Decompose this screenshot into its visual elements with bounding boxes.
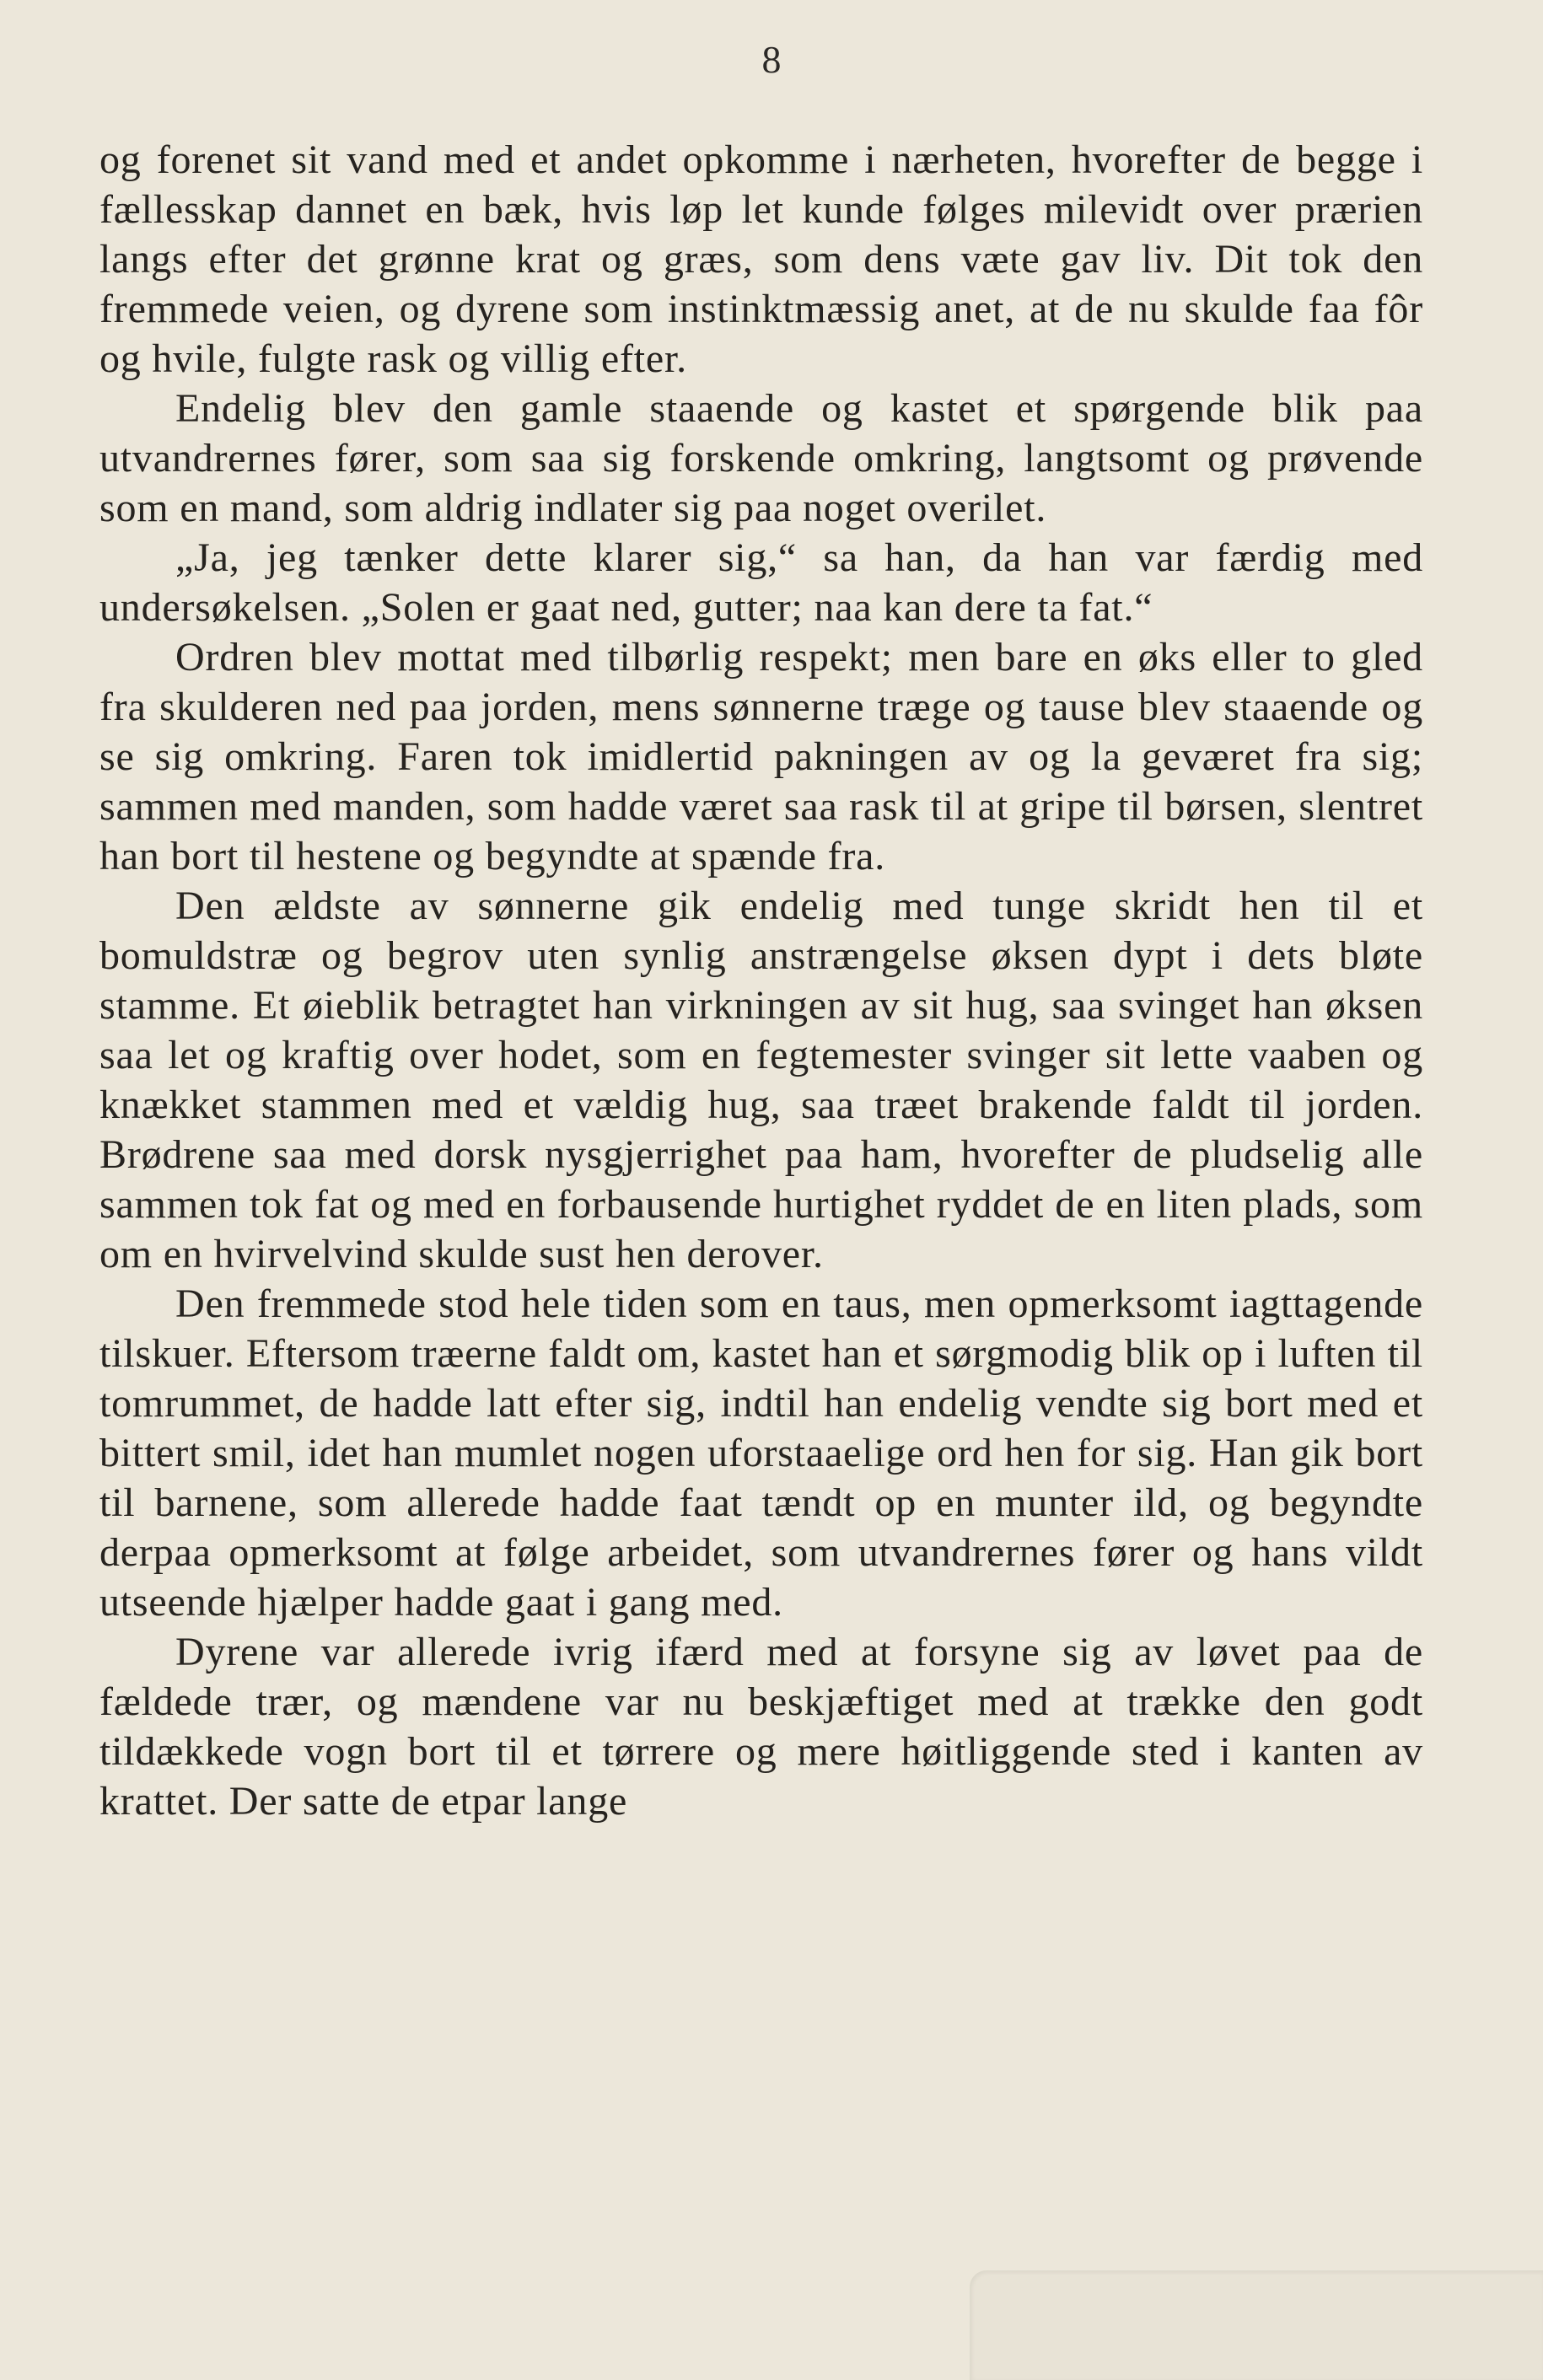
paragraph-1: og forenet sit vand med et andet opkomme i nærheten, hvorefter de begge i fællesskap dannet en bæk, hvis løp let kunde følges milevidt over prærien langs efter det grønne krat og græs, som dens væte gav liv. Dit tok den fremmede veien, og dyrene som instinktmæssig anet, at de nu skulde faa fôr og hvile, fulgte rask og villig efter. [99, 137, 1423, 381]
paragraph-7: Dyrene var allerede ivrig ifærd med at forsyne sig av løvet paa de fældede trær, og mændene var nu beskjæftiget med at trække den godt tildækkede vogn bort til et tørrere og mere høitliggende sted i kanten av krattet. Der satte de etpar lange [99, 1630, 1423, 1824]
page-corner-mark [970, 2270, 1543, 2380]
paragraph-2: Endelig blev den gamle staaende og kastet et spørgende blik paa utvandrernes fører, som saa sig forskende omkring, langtsomt og prøvende som en mand, som aldrig indlater sig paa noget overilet. [99, 386, 1423, 530]
body-text [99, 135, 1423, 1826]
paragraph-4: Ordren blev mottat med tilbørlig respekt; men bare en øks eller to gled fra skulderen ned paa jorden, mens sønnerne træge og tause blev staaende og se sig omkring. Faren tok imidlertid pakningen av og la geværet fra sig; sammen med manden, som hadde været saa rask til at gripe til børsen, slentret han bort til hestene og begyndte at spænde fra. [99, 635, 1423, 878]
paragraph-3: „Ja, jeg tænker dette klarer sig,“ sa han, da han var færdig med undersøkelsen. „Solen er gaat ned, gutter; naa kan dere ta fat.“ [99, 535, 1423, 630]
paragraph-5: Den ældste av sønnerne gik endelig med tunge skridt hen til et bomuldstræ og begrov uten synlig anstrængelse øksen dypt i dets bløte stamme. Et øieblik betragtet han virkningen av sit hug, saa svinget han øksen saa let og kraftig over hodet, som en fegtemester svinger sit lette vaaben og knækket stammen med et vældig hug, saa træet brakende faldt til jorden. Brødrene saa med dorsk nysgjerrighet paa ham, hvorefter de pludselig alle sammen tok fat og med en forbausende hurtighet ryddet de en liten plads, som om en hvirvelvind skulde sust hen derover. [99, 884, 1423, 1276]
paragraph-6: Den fremmede stod hele tiden som en taus, men opmerksomt iagttagende tilskuer. Eftersom træerne faldt om, kastet han et sørgmodig blik op i luften til tomrummet, de hadde latt efter sig, indtil han endelig vendte sig bort med et bittert smil, idet han mumlet nogen uforstaaelige ord hen for sig. Han gik bort til barnene, som allerede hadde faat tændt op en munter ild, og begyndte derpaa opmerksomt at følge arbeidet, som utvandrernes fører og hans vildt utseende hjælper hadde gaat i gang med. [99, 1281, 1423, 1625]
page-number: 8 [761, 38, 782, 81]
